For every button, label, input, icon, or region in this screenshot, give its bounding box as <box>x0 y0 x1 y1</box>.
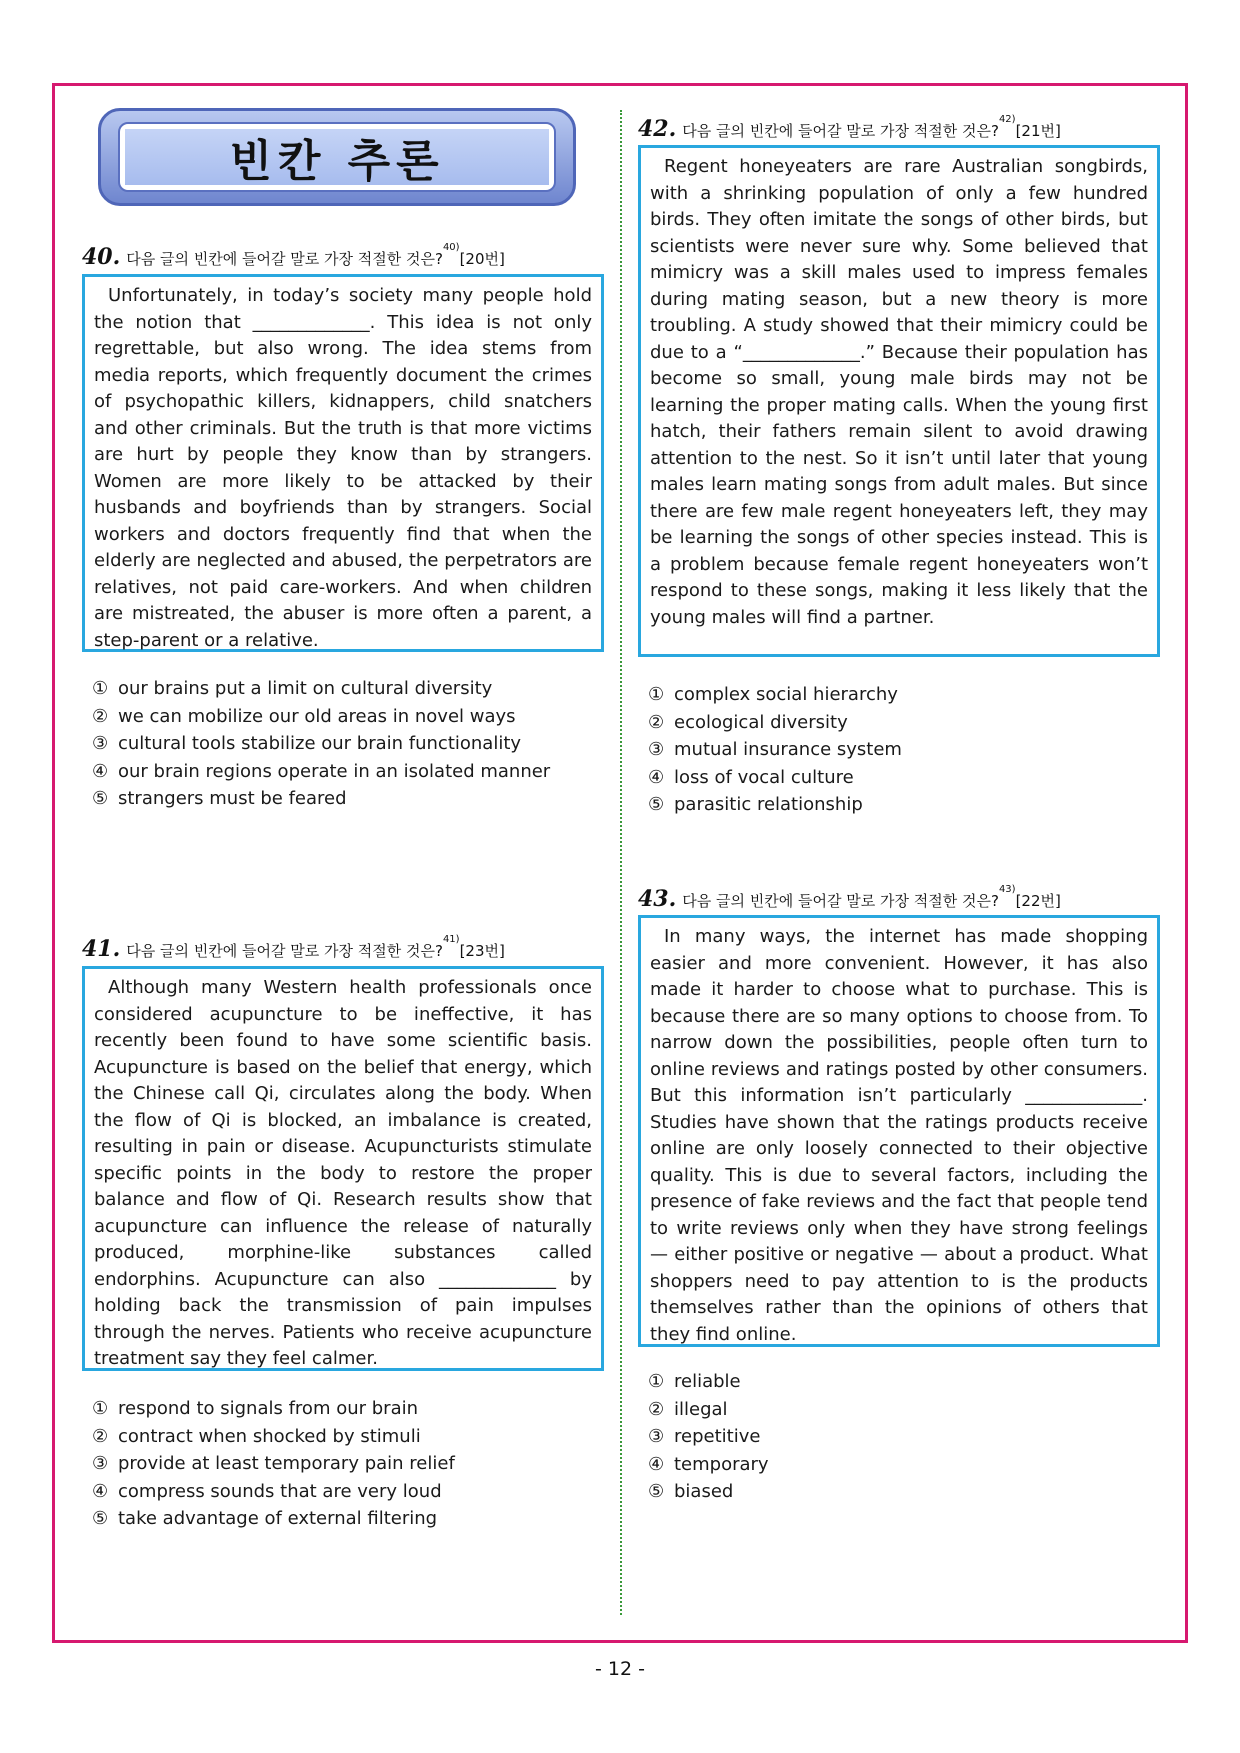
footnote-ref: 40) <box>442 242 460 253</box>
section-title: 빈칸 추론 <box>229 136 445 187</box>
question-number: 40. <box>82 244 121 270</box>
question-43-options <box>648 1368 769 1506</box>
section-title-banner <box>98 108 576 206</box>
option-marker: ③ <box>648 739 665 760</box>
option-marker: ② <box>92 1425 109 1447</box>
question-40-options <box>92 675 550 813</box>
option-marker: ④ <box>92 1480 109 1502</box>
page-number: - 12 - <box>595 1658 645 1680</box>
option-text: reliable <box>674 1371 741 1392</box>
option-text: take advantage of external filtering <box>118 1508 438 1529</box>
question-42-options <box>648 681 902 819</box>
question-40-header <box>82 244 505 270</box>
option-1[interactable] <box>648 1368 769 1396</box>
option-2[interactable] <box>648 1396 769 1424</box>
option-2[interactable] <box>92 703 550 731</box>
question-source: [22번] <box>1015 892 1061 910</box>
option-text: contract when shocked by stimuli <box>118 1425 421 1447</box>
question-40-passage: Unfortunately, in today’s society many people hold the notion that _____________. This idea is not only regrettable, but also wrong. The idea stems from media reports, which frequently document the crimes of psychopathic killers, kidnappers, child snatchers and other criminals. But the truth is that more victims are hurt by people they know than by strangers. Women are more likely to be attacked by their husbands and boyfriends than by strangers. Social workers and doctors frequently find that when the elderly are neglected and abused, the perpetrators are relatives, not paid care-workers. And when children are mistreated, the abuser is more often a parent, a step-parent or a relative. <box>82 274 604 652</box>
question-42-header <box>638 116 1061 142</box>
option-3[interactable] <box>648 736 902 764</box>
question-41-passage: Although many Western health professionals once considered acupuncture to be ineffective, it has recently been found to have some scientific basis. Acupuncture is based on the belief that energy, which the Chinese call Qi, circulates along the body. When the flow of Qi is blocked, an imbalance is created, resulting in pain or disease. Acupuncturists stimulate specific points in the body to restore the proper balance and flow of Qi. Research results show that acupuncture can influence the release of naturally produced, morphine-like substances called endorphins. Acupuncture can also _____________ by holding back the transmission of pain impulses through the nerves. Patients who receive acupuncture treatment say they feel calmer. <box>82 966 604 1371</box>
option-marker: ⑤ <box>92 788 109 809</box>
option-text: repetitive <box>674 1426 761 1447</box>
option-text: we can mobilize our old areas in novel ways <box>118 705 516 727</box>
option-text: compress sounds that are very loud <box>118 1480 442 1502</box>
section-title-fill <box>125 129 549 185</box>
question-prompt: 다음 글의 빈칸에 들어갈 말로 가장 적절한 것은? <box>682 892 999 910</box>
option-4[interactable] <box>92 758 550 786</box>
option-2[interactable] <box>648 709 902 737</box>
option-1[interactable] <box>648 681 902 709</box>
question-43-header <box>638 886 1061 912</box>
question-42-passage: Regent honeyeaters are rare Australian songbirds, with a shrinking population of only a few hundred birds. They often imitate the songs of other birds, but scientists were never sure why. Some believed that mimicry was a skill males used to impress females during mating season, but a new theory is more troubling. A study showed that their mimicry could be due to a “_____________.” Because their population has become so small, young male birds may not be learning the proper mating calls. When the young first hatch, their fathers remain silent to avoid drawing attention to the nest. So it isn’t until later that young males learn mating songs from adult males. But since there are few male regent honeyeaters left, they may be learning the songs of other species instead. This is a problem because female regent honeyeaters won’t respond to these songs, making it less likely that the young males will find a partner. <box>638 145 1160 657</box>
option-text: complex social hierarchy <box>674 684 898 705</box>
question-number: 41. <box>82 936 121 962</box>
question-source: [23번] <box>459 942 505 960</box>
option-marker: ① <box>648 1371 665 1392</box>
option-text: respond to signals from our brain <box>118 1398 419 1419</box>
question-43-passage: In many ways, the internet has made shopping easier and more convenient. However, it has also made it harder to choose what to purchase. This is because there are so many options to choose from. To narrow down the possibilities, people often turn to online reviews and ratings posted by other consumers. But this information isn’t particularly _____________. Studies have shown that the ratings products receive online are only loosely connected to their objective quality. This is due to several factors, including the presence of fake reviews and the fact that people tend to write reviews only when they have strong feelings — either positive or negative — about a product. What shoppers need to pay attention to is the products themselves rather than the opinions of others that they find online. <box>638 915 1160 1347</box>
option-3[interactable] <box>648 1423 769 1451</box>
option-marker: ② <box>648 1398 665 1420</box>
option-marker: ① <box>648 684 665 705</box>
option-text: illegal <box>674 1398 728 1420</box>
option-2[interactable] <box>92 1423 455 1451</box>
section-title-frame <box>118 122 556 192</box>
option-marker: ② <box>648 711 665 733</box>
option-3[interactable] <box>92 1450 455 1478</box>
footnote-ref: 41) <box>442 934 460 945</box>
option-marker: ③ <box>648 1426 665 1447</box>
question-41-options <box>92 1395 455 1533</box>
option-marker: ③ <box>92 733 109 754</box>
option-5[interactable] <box>648 791 902 819</box>
footnote-ref: 42) <box>998 114 1016 125</box>
option-1[interactable] <box>92 1395 455 1423</box>
option-marker: ① <box>92 678 109 699</box>
question-prompt: 다음 글의 빈칸에 들어갈 말로 가장 적절한 것은? <box>126 942 443 960</box>
option-4[interactable] <box>648 764 902 792</box>
option-text: our brain regions operate in an isolated manner <box>118 760 551 782</box>
footnote-ref: 43) <box>998 884 1016 895</box>
question-source: [21번] <box>1015 122 1061 140</box>
option-marker: ② <box>92 705 109 727</box>
option-text: parasitic relationship <box>674 794 863 815</box>
option-text: our brains put a limit on cultural diversity <box>118 678 493 699</box>
option-text: strangers must be feared <box>118 788 347 809</box>
option-5[interactable] <box>92 785 550 813</box>
question-number: 42. <box>638 116 677 142</box>
option-3[interactable] <box>92 730 550 758</box>
question-number: 43. <box>638 886 677 912</box>
option-marker: ③ <box>92 1453 109 1474</box>
option-text: biased <box>674 1481 734 1502</box>
option-marker: ① <box>92 1398 109 1419</box>
question-source: [20번] <box>459 250 505 268</box>
option-text: cultural tools stabilize our brain functionality <box>118 733 522 754</box>
option-marker: ⑤ <box>92 1508 109 1529</box>
option-text: loss of vocal culture <box>674 766 854 788</box>
option-marker: ④ <box>92 760 109 782</box>
option-5[interactable] <box>648 1478 769 1506</box>
option-text: mutual insurance system <box>674 739 902 760</box>
option-marker: ⑤ <box>648 1481 665 1502</box>
option-5[interactable] <box>92 1505 455 1533</box>
column-divider <box>620 110 622 1615</box>
option-marker: ④ <box>648 766 665 788</box>
question-prompt: 다음 글의 빈칸에 들어갈 말로 가장 적절한 것은? <box>126 250 443 268</box>
option-4[interactable] <box>648 1451 769 1479</box>
option-1[interactable] <box>92 675 550 703</box>
question-41-header <box>82 936 505 962</box>
option-marker: ⑤ <box>648 794 665 815</box>
option-text: ecological diversity <box>674 711 848 733</box>
option-4[interactable] <box>92 1478 455 1506</box>
option-text: temporary <box>674 1453 769 1475</box>
option-text: provide at least temporary pain relief <box>118 1453 455 1474</box>
option-marker: ④ <box>648 1453 665 1475</box>
question-prompt: 다음 글의 빈칸에 들어갈 말로 가장 적절한 것은? <box>682 122 999 140</box>
